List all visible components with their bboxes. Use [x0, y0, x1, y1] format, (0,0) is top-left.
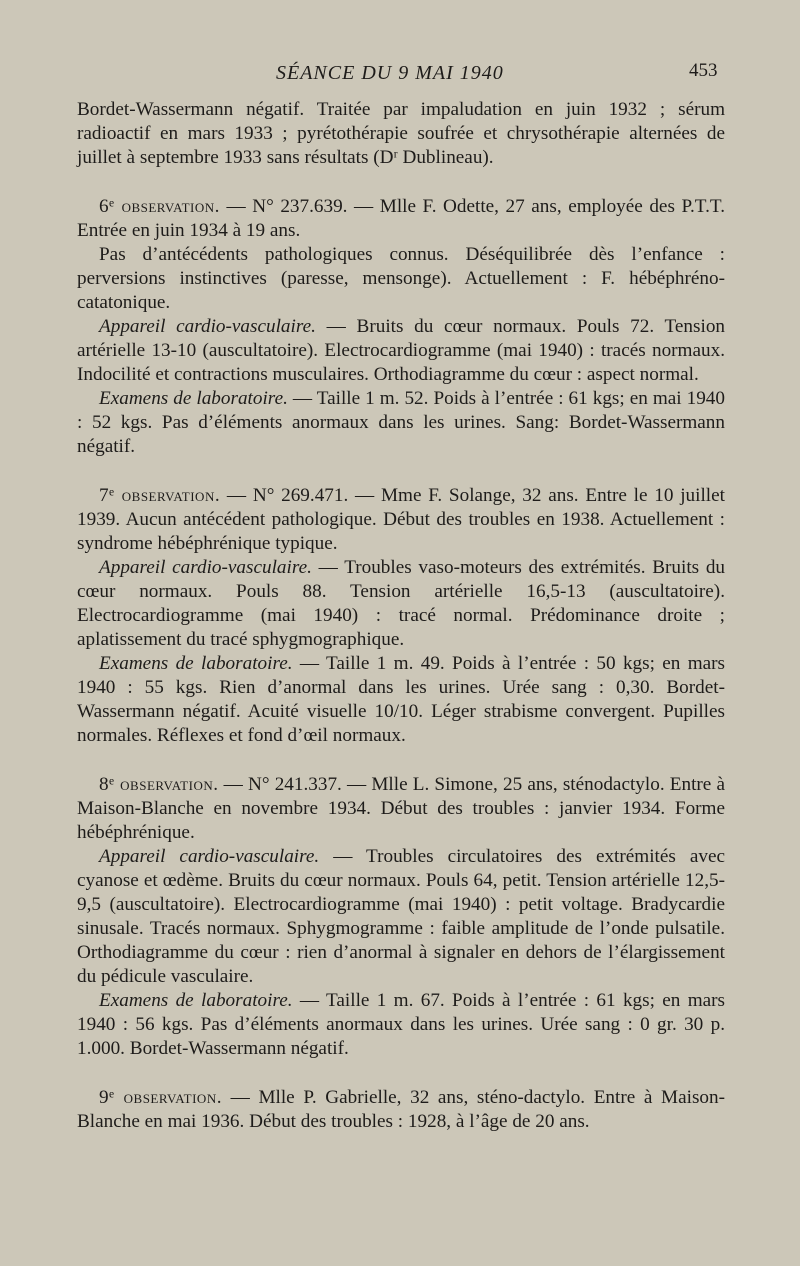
running-title: SÉANCE DU 9 MAI 1940 [276, 62, 504, 84]
page-number: 453 [689, 60, 718, 81]
paragraph-text: — N° 269.471. — Mme F. Solange, 32 ans. Entre le 10 juillet 1939. Aucun antécédent pathologique. Début des troubles en 1938. Actuellement : syndrome hébéphrénique typique. [77, 485, 725, 554]
section-lead: Appareil cardio-vasculaire. [99, 846, 320, 867]
paragraph-text: — Troubles circulatoires des extrémités avec cyanose et œdème. Bruits du cœur normaux. Pouls 64, petit. Tension artérielle 12,5-9,5 (auscultatoire). Electrocardiogramme (mai 1940) : petit voltage. Bradycardie sinusale. Tracés normaux. Sphygmogramme : faible amplitude de l’onde pulsatile. Orthodiagramme du cœur : rien d’anormal à signaler en dehors de l’élargissement du pédicule vasculaire. [77, 846, 725, 987]
paragraph-text: — Taille 1 m. 67. Poids à l’entrée : 61 kgs; en mars 1940 : 56 kgs. Pas d’éléments anormaux dans les urines. Urée sang : 0 gr. 30 p. 1.000. Bordet-Wassermann négatif. [77, 990, 725, 1059]
section-lead: Appareil cardio-vasculaire. [99, 316, 316, 337]
paragraph-text: — N° 241.337. — Mlle L. Simone, 25 ans, sténodactylo. Entre à Maison-Blanche en novembre 1934. Début des troubles : janvier 1934. Forme hébéphrénique. [77, 774, 725, 843]
paragraph-text: — Taille 1 m. 52. Poids à l’entrée : 61 kgs; en mai 1940 : 52 kgs. Pas d’éléments anormaux dans les urines. Sang: Bordet-Wassermann négatif. [77, 388, 725, 457]
paragraph-text: — Mlle P. Gabrielle, 32 ans, sténo-dactylo. Entre à Maison-Blanche en mai 1936. Début des troubles : 1928, à l’âge de 20 ans. [77, 1087, 725, 1132]
paragraph-text: — Taille 1 m. 49. Poids à l’entrée : 50 kgs; en mars 1940 : 55 kgs. Rien d’anormal dans les urines. Urée sang : 0,30. Bordet-Wassermann négatif. Acuité visuelle 10/10. Léger strabisme convergent. Pupilles normales. Réflexes et fond d’œil normaux. [77, 653, 725, 746]
section-lead: Appareil cardio-vasculaire. [99, 557, 312, 578]
section-lead: Examens de laboratoire. [99, 990, 293, 1011]
paragraph-text: — N° 237.639. — Mlle F. Odette, 27 ans, employée des P.T.T. Entrée en juin 1934 à 19 ans. [77, 196, 725, 241]
paragraph-text: — Troubles vaso-moteurs des extrémités. Bruits du cœur normaux. Pouls 88. Tension artérielle 16,5-13 (auscultatoire). Electrocardiogramme (mai 1940) : tracé normal. Prédominance droite ; aplatissement du tracé sphygmographique. [77, 557, 726, 650]
observation-8-lab [77, 989, 725, 1061]
observation-6-cardio [77, 315, 725, 387]
observation-number: 6ᵉ observation. [99, 196, 220, 217]
observation-7-lab [77, 652, 725, 748]
paragraph-continuation [77, 98, 725, 170]
paragraph-text: Pas d’antécédents pathologiques connus. Déséquilibrée dès l’enfance : perversions instinctives (paresse, mensonge). Actuellement : F. hébéphréno-catatonique. [77, 244, 725, 313]
section-lead: Examens de laboratoire. [99, 388, 288, 409]
paragraph-text: — Bruits du cœur normaux. Pouls 72. Tension artérielle 13-10 (auscultatoire). Electrocardiogramme (mai 1940) : tracés normaux. Indocilité et contractions musculaires. Orthodiagramme du cœur : aspect normal. [77, 316, 726, 385]
observation-7-heading [77, 484, 725, 556]
observation-9-heading [77, 1086, 725, 1134]
page-header [0, 62, 800, 92]
observation-8-cardio [77, 845, 725, 989]
page-body [77, 98, 725, 1134]
observation-7-cardio [77, 556, 725, 652]
observation-6-heading [77, 195, 725, 243]
observation-number: 9ᵉ observation. [99, 1087, 223, 1108]
observation-number: 8ᵉ observation. [99, 774, 219, 795]
observation-number: 7ᵉ observation. [99, 485, 221, 506]
observation-8-heading [77, 773, 725, 845]
observation-6-history [77, 243, 725, 315]
paragraph-text: Bordet-Wassermann négatif. Traitée par impaludation en juin 1932 ; sérum radioactif en mars 1933 ; pyrétothérapie soufrée et chrysothérapie alternées de juillet à septembre 1933 sans résultats (Dʳ Dublineau). [77, 99, 725, 168]
observation-6-lab [77, 387, 725, 459]
section-lead: Examens de laboratoire. [99, 653, 293, 674]
